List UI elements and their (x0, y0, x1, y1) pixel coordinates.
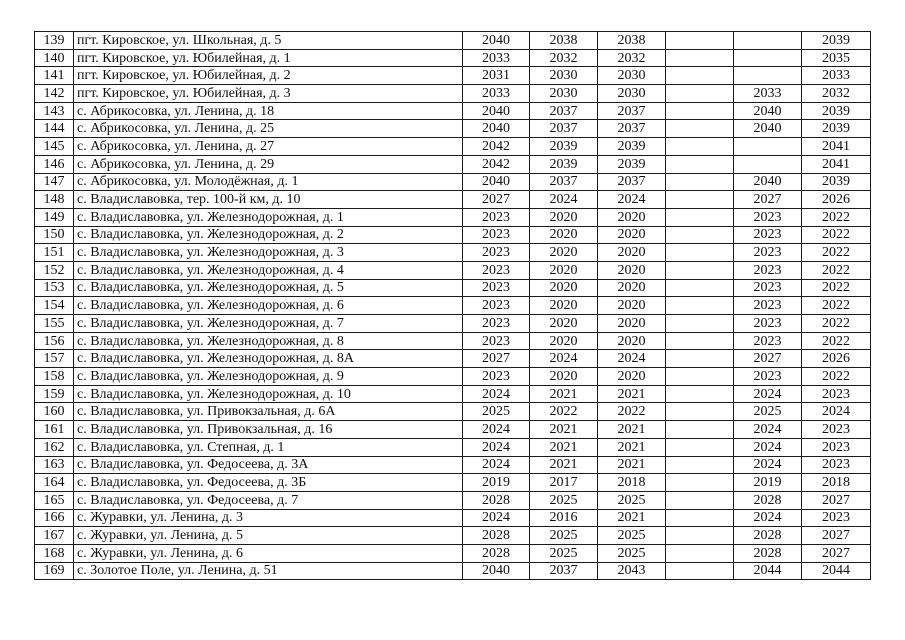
year-cell-4 (666, 438, 734, 456)
year-cell-5: 2025 (734, 403, 802, 421)
year-cell-6: 2027 (802, 527, 871, 545)
address-cell: с. Владиславовка, ул. Железнодорожная, д. 8А (74, 350, 463, 368)
year-cell-6: 2041 (802, 155, 871, 173)
year-cell-2: 2037 (530, 102, 598, 120)
table-row (35, 421, 871, 439)
year-cell-4 (666, 138, 734, 156)
year-cell-2: 2021 (530, 385, 598, 403)
row-number-cell: 140 (35, 49, 74, 67)
year-cell-4 (666, 315, 734, 333)
year-cell-6: 2022 (802, 279, 871, 297)
address-cell: пгт. Кировское, ул. Юбилейная, д. 1 (74, 49, 463, 67)
year-cell-2: 2020 (530, 261, 598, 279)
address-cell: с. Владиславовка, ул. Железнодорожная, д. 9 (74, 368, 463, 386)
address-cell: с. Владиславовка, ул. Железнодорожная, д. 5 (74, 279, 463, 297)
year-cell-6: 2033 (802, 67, 871, 85)
year-cell-6: 2022 (802, 261, 871, 279)
year-cell-6: 2023 (802, 509, 871, 527)
row-number-cell: 148 (35, 191, 74, 209)
year-cell-4 (666, 102, 734, 120)
year-cell-1: 2028 (463, 491, 530, 509)
year-cell-3: 2020 (598, 279, 666, 297)
row-number-cell: 149 (35, 208, 74, 226)
year-cell-6: 2026 (802, 350, 871, 368)
year-cell-2: 2020 (530, 315, 598, 333)
year-cell-5: 2024 (734, 421, 802, 439)
year-cell-3: 2021 (598, 456, 666, 474)
row-number-cell: 169 (35, 562, 74, 580)
year-cell-3: 2020 (598, 244, 666, 262)
year-cell-2: 2030 (530, 67, 598, 85)
year-cell-1: 2024 (463, 421, 530, 439)
year-cell-5: 2024 (734, 385, 802, 403)
year-cell-6: 2039 (802, 102, 871, 120)
row-number-cell: 141 (35, 67, 74, 85)
year-cell-1: 2042 (463, 138, 530, 156)
year-cell-6: 2022 (802, 297, 871, 315)
table-row (35, 85, 871, 103)
year-cell-5: 2023 (734, 315, 802, 333)
table-row (35, 67, 871, 85)
address-cell: с. Владиславовка, ул. Привокзальная, д. 6А (74, 403, 463, 421)
year-cell-5: 2023 (734, 368, 802, 386)
year-cell-5: 2023 (734, 226, 802, 244)
year-cell-3: 2025 (598, 491, 666, 509)
table-row (35, 403, 871, 421)
row-number-cell: 166 (35, 509, 74, 527)
year-cell-1: 2023 (463, 297, 530, 315)
address-cell: с. Владиславовка, тер. 100-й км, д. 10 (74, 191, 463, 209)
table-row (35, 456, 871, 474)
year-cell-1: 2023 (463, 208, 530, 226)
table-row (35, 385, 871, 403)
year-cell-4 (666, 368, 734, 386)
year-cell-5: 2023 (734, 261, 802, 279)
row-number-cell: 160 (35, 403, 74, 421)
row-number-cell: 162 (35, 438, 74, 456)
year-cell-2: 2021 (530, 438, 598, 456)
address-cell: с. Владиславовка, ул. Железнодорожная, д. 7 (74, 315, 463, 333)
year-cell-6: 2022 (802, 208, 871, 226)
address-cell: с. Владиславовка, ул. Железнодорожная, д. 3 (74, 244, 463, 262)
year-cell-3: 2039 (598, 155, 666, 173)
year-cell-1: 2024 (463, 438, 530, 456)
address-cell: с. Владиславовка, ул. Федосеева, д. 3Б (74, 474, 463, 492)
year-cell-2: 2020 (530, 332, 598, 350)
document-table (34, 31, 871, 580)
year-cell-6: 2023 (802, 456, 871, 474)
year-cell-2: 2037 (530, 120, 598, 138)
year-cell-2: 2020 (530, 297, 598, 315)
row-number-cell: 144 (35, 120, 74, 138)
year-cell-6: 2039 (802, 173, 871, 191)
year-cell-3: 2020 (598, 297, 666, 315)
year-cell-6: 2018 (802, 474, 871, 492)
address-cell: с. Золотое Поле, ул. Ленина, д. 51 (74, 562, 463, 580)
year-cell-5 (734, 32, 802, 50)
year-cell-1: 2040 (463, 562, 530, 580)
year-cell-5: 2024 (734, 438, 802, 456)
table-body (35, 32, 871, 580)
row-number-cell: 164 (35, 474, 74, 492)
address-cell: пгт. Кировское, ул. Юбилейная, д. 2 (74, 67, 463, 85)
row-number-cell: 153 (35, 279, 74, 297)
table-row (35, 315, 871, 333)
year-cell-4 (666, 49, 734, 67)
year-cell-6: 2023 (802, 421, 871, 439)
address-cell: с. Владиславовка, ул. Степная, д. 1 (74, 438, 463, 456)
year-cell-1: 2024 (463, 385, 530, 403)
year-cell-2: 2032 (530, 49, 598, 67)
year-cell-3: 2037 (598, 102, 666, 120)
year-cell-5: 2028 (734, 527, 802, 545)
year-cell-1: 2023 (463, 332, 530, 350)
year-cell-2: 2025 (530, 527, 598, 545)
year-cell-3: 2039 (598, 138, 666, 156)
address-cell: с. Абрикосовка, ул. Молодёжная, д. 1 (74, 173, 463, 191)
year-cell-4 (666, 261, 734, 279)
year-cell-1: 2023 (463, 279, 530, 297)
address-cell: с. Владиславовка, ул. Федосеева, д. 7 (74, 491, 463, 509)
year-cell-6: 2041 (802, 138, 871, 156)
table-row (35, 562, 871, 580)
year-cell-3: 2025 (598, 527, 666, 545)
year-cell-3: 2020 (598, 332, 666, 350)
year-cell-2: 2021 (530, 456, 598, 474)
year-cell-1: 2033 (463, 49, 530, 67)
year-cell-4 (666, 491, 734, 509)
row-number-cell: 146 (35, 155, 74, 173)
year-cell-5 (734, 155, 802, 173)
year-cell-3: 2021 (598, 421, 666, 439)
table-row (35, 102, 871, 120)
year-cell-1: 2023 (463, 244, 530, 262)
year-cell-4 (666, 456, 734, 474)
year-cell-1: 2033 (463, 85, 530, 103)
year-cell-1: 2023 (463, 368, 530, 386)
year-cell-5: 2023 (734, 279, 802, 297)
row-number-cell: 151 (35, 244, 74, 262)
year-cell-1: 2019 (463, 474, 530, 492)
year-cell-1: 2023 (463, 226, 530, 244)
year-cell-1: 2031 (463, 67, 530, 85)
year-cell-6: 2022 (802, 315, 871, 333)
address-cell: с. Абрикосовка, ул. Ленина, д. 27 (74, 138, 463, 156)
year-cell-2: 2017 (530, 474, 598, 492)
year-cell-1: 2023 (463, 261, 530, 279)
year-cell-2: 2030 (530, 85, 598, 103)
year-cell-3: 2024 (598, 191, 666, 209)
address-cell: с. Владиславовка, ул. Железнодорожная, д. 4 (74, 261, 463, 279)
year-cell-2: 2037 (530, 562, 598, 580)
year-cell-3: 2022 (598, 403, 666, 421)
year-cell-4 (666, 155, 734, 173)
row-number-cell: 159 (35, 385, 74, 403)
year-cell-4 (666, 32, 734, 50)
table-row (35, 544, 871, 562)
year-cell-5: 2040 (734, 173, 802, 191)
year-cell-3: 2032 (598, 49, 666, 67)
year-cell-5: 2024 (734, 456, 802, 474)
year-cell-4 (666, 279, 734, 297)
year-cell-1: 2040 (463, 102, 530, 120)
year-cell-4 (666, 208, 734, 226)
year-cell-4 (666, 474, 734, 492)
year-cell-1: 2028 (463, 527, 530, 545)
address-cell: с. Журавки, ул. Ленина, д. 5 (74, 527, 463, 545)
year-cell-4 (666, 85, 734, 103)
year-cell-4 (666, 332, 734, 350)
table-row (35, 261, 871, 279)
address-cell: с. Журавки, ул. Ленина, д. 3 (74, 509, 463, 527)
year-cell-5: 2027 (734, 191, 802, 209)
table-row (35, 155, 871, 173)
year-cell-6: 2035 (802, 49, 871, 67)
address-cell: с. Абрикосовка, ул. Ленина, д. 29 (74, 155, 463, 173)
address-cell: с. Журавки, ул. Ленина, д. 6 (74, 544, 463, 562)
year-cell-4 (666, 297, 734, 315)
row-number-cell: 145 (35, 138, 74, 156)
row-number-cell: 168 (35, 544, 74, 562)
year-cell-5 (734, 49, 802, 67)
year-cell-1: 2042 (463, 155, 530, 173)
year-cell-6: 2022 (802, 226, 871, 244)
year-cell-1: 2040 (463, 120, 530, 138)
year-cell-5: 2023 (734, 297, 802, 315)
year-cell-1: 2023 (463, 315, 530, 333)
year-cell-2: 2016 (530, 509, 598, 527)
year-cell-5: 2040 (734, 102, 802, 120)
table-row (35, 32, 871, 50)
row-number-cell: 161 (35, 421, 74, 439)
row-number-cell: 154 (35, 297, 74, 315)
year-cell-1: 2027 (463, 191, 530, 209)
address-cell: с. Владиславовка, ул. Привокзальная, д. 16 (74, 421, 463, 439)
year-cell-2: 2024 (530, 191, 598, 209)
year-cell-3: 2021 (598, 509, 666, 527)
year-cell-3: 2037 (598, 173, 666, 191)
row-number-cell: 139 (35, 32, 74, 50)
year-cell-2: 2021 (530, 421, 598, 439)
year-cell-1: 2040 (463, 173, 530, 191)
year-cell-6: 2023 (802, 385, 871, 403)
year-cell-6: 2039 (802, 32, 871, 50)
row-number-cell: 142 (35, 85, 74, 103)
year-cell-6: 2044 (802, 562, 871, 580)
row-number-cell: 167 (35, 527, 74, 545)
year-cell-3: 2020 (598, 368, 666, 386)
row-number-cell: 152 (35, 261, 74, 279)
year-cell-4 (666, 173, 734, 191)
year-cell-4 (666, 120, 734, 138)
table-row (35, 120, 871, 138)
year-cell-3: 2030 (598, 85, 666, 103)
year-cell-2: 2039 (530, 138, 598, 156)
year-cell-4 (666, 527, 734, 545)
table-row (35, 49, 871, 67)
year-cell-2: 2020 (530, 244, 598, 262)
year-cell-2: 2020 (530, 208, 598, 226)
year-cell-2: 2038 (530, 32, 598, 50)
year-cell-5: 2044 (734, 562, 802, 580)
year-cell-1: 2024 (463, 456, 530, 474)
year-cell-2: 2039 (530, 155, 598, 173)
table-row (35, 173, 871, 191)
year-cell-2: 2025 (530, 544, 598, 562)
year-cell-3: 2021 (598, 438, 666, 456)
table-row (35, 244, 871, 262)
address-cell: с. Владиславовка, ул. Железнодорожная, д. 8 (74, 332, 463, 350)
year-cell-2: 2024 (530, 350, 598, 368)
year-cell-3: 2037 (598, 120, 666, 138)
year-cell-3: 2030 (598, 67, 666, 85)
table-row (35, 226, 871, 244)
year-cell-2: 2020 (530, 279, 598, 297)
row-number-cell: 150 (35, 226, 74, 244)
year-cell-6: 2023 (802, 438, 871, 456)
address-cell: с. Владиславовка, ул. Железнодорожная, д. 10 (74, 385, 463, 403)
row-number-cell: 155 (35, 315, 74, 333)
year-cell-4 (666, 67, 734, 85)
year-cell-5 (734, 138, 802, 156)
year-cell-5: 2028 (734, 491, 802, 509)
year-cell-1: 2028 (463, 544, 530, 562)
address-cell: с. Абрикосовка, ул. Ленина, д. 25 (74, 120, 463, 138)
year-cell-4 (666, 544, 734, 562)
table-row (35, 297, 871, 315)
year-cell-6: 2027 (802, 544, 871, 562)
year-cell-3: 2020 (598, 226, 666, 244)
table-row (35, 279, 871, 297)
row-number-cell: 156 (35, 332, 74, 350)
year-cell-4 (666, 403, 734, 421)
table-row (35, 438, 871, 456)
year-cell-3: 2043 (598, 562, 666, 580)
row-number-cell: 143 (35, 102, 74, 120)
year-cell-1: 2027 (463, 350, 530, 368)
year-cell-1: 2025 (463, 403, 530, 421)
year-cell-5: 2028 (734, 544, 802, 562)
year-cell-6: 2022 (802, 368, 871, 386)
table-row (35, 368, 871, 386)
row-number-cell: 165 (35, 491, 74, 509)
year-cell-6: 2024 (802, 403, 871, 421)
year-cell-6: 2026 (802, 191, 871, 209)
year-cell-4 (666, 350, 734, 368)
table-row (35, 350, 871, 368)
year-cell-5 (734, 67, 802, 85)
year-cell-3: 2020 (598, 315, 666, 333)
year-cell-4 (666, 509, 734, 527)
year-cell-2: 2020 (530, 368, 598, 386)
row-number-cell: 163 (35, 456, 74, 474)
address-cell: с. Абрикосовка, ул. Ленина, д. 18 (74, 102, 463, 120)
year-cell-5: 2023 (734, 244, 802, 262)
address-cell: с. Владиславовка, ул. Железнодорожная, д. 6 (74, 297, 463, 315)
year-cell-2: 2025 (530, 491, 598, 509)
year-cell-3: 2021 (598, 385, 666, 403)
year-cell-6: 2022 (802, 332, 871, 350)
year-cell-5: 2023 (734, 332, 802, 350)
address-cell: с. Владиславовка, ул. Железнодорожная, д. 2 (74, 226, 463, 244)
year-cell-4 (666, 562, 734, 580)
year-cell-3: 2018 (598, 474, 666, 492)
year-cell-2: 2022 (530, 403, 598, 421)
address-cell: с. Владиславовка, ул. Федосеева, д. 3А (74, 456, 463, 474)
year-cell-6: 2027 (802, 491, 871, 509)
year-cell-2: 2020 (530, 226, 598, 244)
year-cell-5: 2024 (734, 509, 802, 527)
year-cell-5: 2033 (734, 85, 802, 103)
year-cell-4 (666, 226, 734, 244)
year-cell-3: 2024 (598, 350, 666, 368)
table-row (35, 527, 871, 545)
table-row (35, 332, 871, 350)
year-cell-4 (666, 385, 734, 403)
year-cell-5: 2027 (734, 350, 802, 368)
year-cell-4 (666, 421, 734, 439)
year-cell-1: 2040 (463, 32, 530, 50)
table-row (35, 491, 871, 509)
table-row (35, 509, 871, 527)
year-cell-5: 2023 (734, 208, 802, 226)
year-cell-5: 2019 (734, 474, 802, 492)
year-cell-3: 2038 (598, 32, 666, 50)
year-cell-1: 2024 (463, 509, 530, 527)
row-number-cell: 158 (35, 368, 74, 386)
address-cell: с. Владиславовка, ул. Железнодорожная, д. 1 (74, 208, 463, 226)
year-cell-3: 2020 (598, 261, 666, 279)
year-cell-6: 2032 (802, 85, 871, 103)
year-cell-3: 2025 (598, 544, 666, 562)
year-cell-6: 2039 (802, 120, 871, 138)
row-number-cell: 157 (35, 350, 74, 368)
year-cell-4 (666, 191, 734, 209)
year-cell-4 (666, 244, 734, 262)
year-cell-2: 2037 (530, 173, 598, 191)
table-row (35, 138, 871, 156)
year-cell-5: 2040 (734, 120, 802, 138)
year-cell-6: 2022 (802, 244, 871, 262)
table-row (35, 191, 871, 209)
table-row (35, 474, 871, 492)
address-cell: пгт. Кировское, ул. Школьная, д. 5 (74, 32, 463, 50)
year-cell-3: 2020 (598, 208, 666, 226)
table-row (35, 208, 871, 226)
row-number-cell: 147 (35, 173, 74, 191)
address-cell: пгт. Кировское, ул. Юбилейная, д. 3 (74, 85, 463, 103)
